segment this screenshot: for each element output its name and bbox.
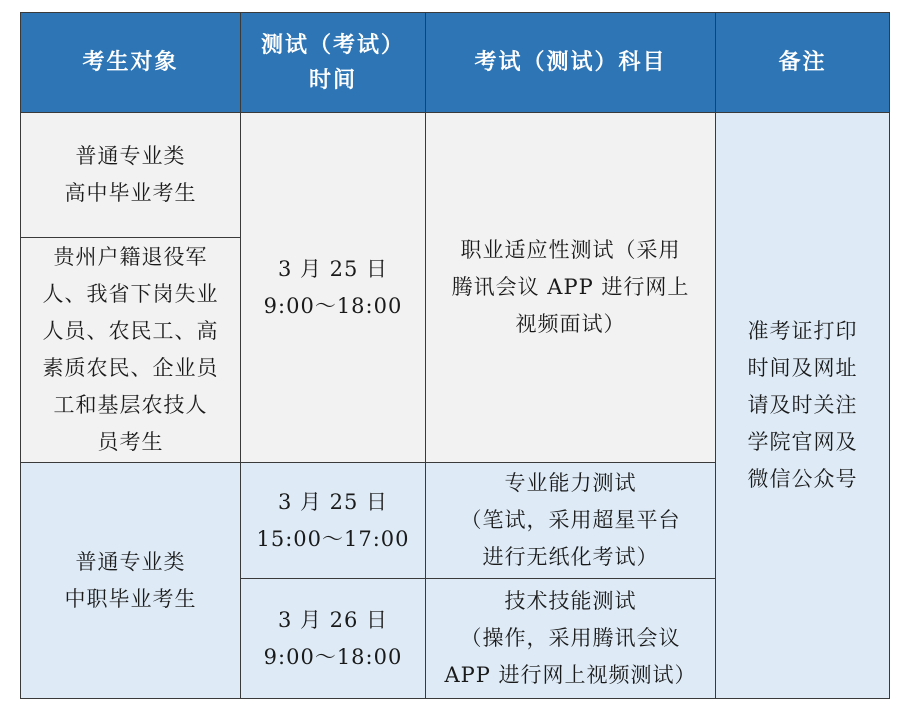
remark-cell: 准考证打印 时间及网址 请及时关注 学院官网及 微信公众号 — [716, 113, 890, 699]
table-header-row — [21, 13, 890, 113]
time-cell-technical-skill: 3 月 26 日 9:00～18:00 — [241, 579, 426, 699]
subject-professional-ability-test: 专业能力测试 （笔试，采用超星平台 进行无纸化考试） — [426, 463, 716, 579]
time-cell-professional-ability: 3 月 25 日 15:00～17:00 — [241, 463, 426, 579]
time-cell-vocational-aptitude: 3 月 25 日 9:00～18:00 — [241, 113, 426, 463]
header-exam-subject: 考试（测试）科目 — [426, 13, 716, 113]
header-exam-target: 考生对象 — [21, 13, 241, 113]
header-remark: 备注 — [716, 13, 890, 113]
subject-vocational-aptitude-test: 职业适应性测试（采用 腾讯会议 APP 进行网上 视频面试） — [426, 113, 716, 463]
subject-technical-skill-test: 技术技能测试 （操作，采用腾讯会议 APP 进行网上视频测试） — [426, 579, 716, 699]
exam-schedule-table — [20, 12, 890, 699]
header-exam-time: 测试（考试） 时间 — [241, 13, 426, 113]
target-special-groups: 贵州户籍退役军 人、我省下岗失业 人员、农民工、高 素质农民、企业员 工和基层农技人 员考生 — [21, 238, 241, 463]
table-row — [21, 113, 890, 238]
target-secondary-vocational-graduates: 普通专业类 中职毕业考生 — [21, 463, 241, 699]
target-high-school-graduates: 普通专业类 高中毕业考生 — [21, 113, 241, 238]
